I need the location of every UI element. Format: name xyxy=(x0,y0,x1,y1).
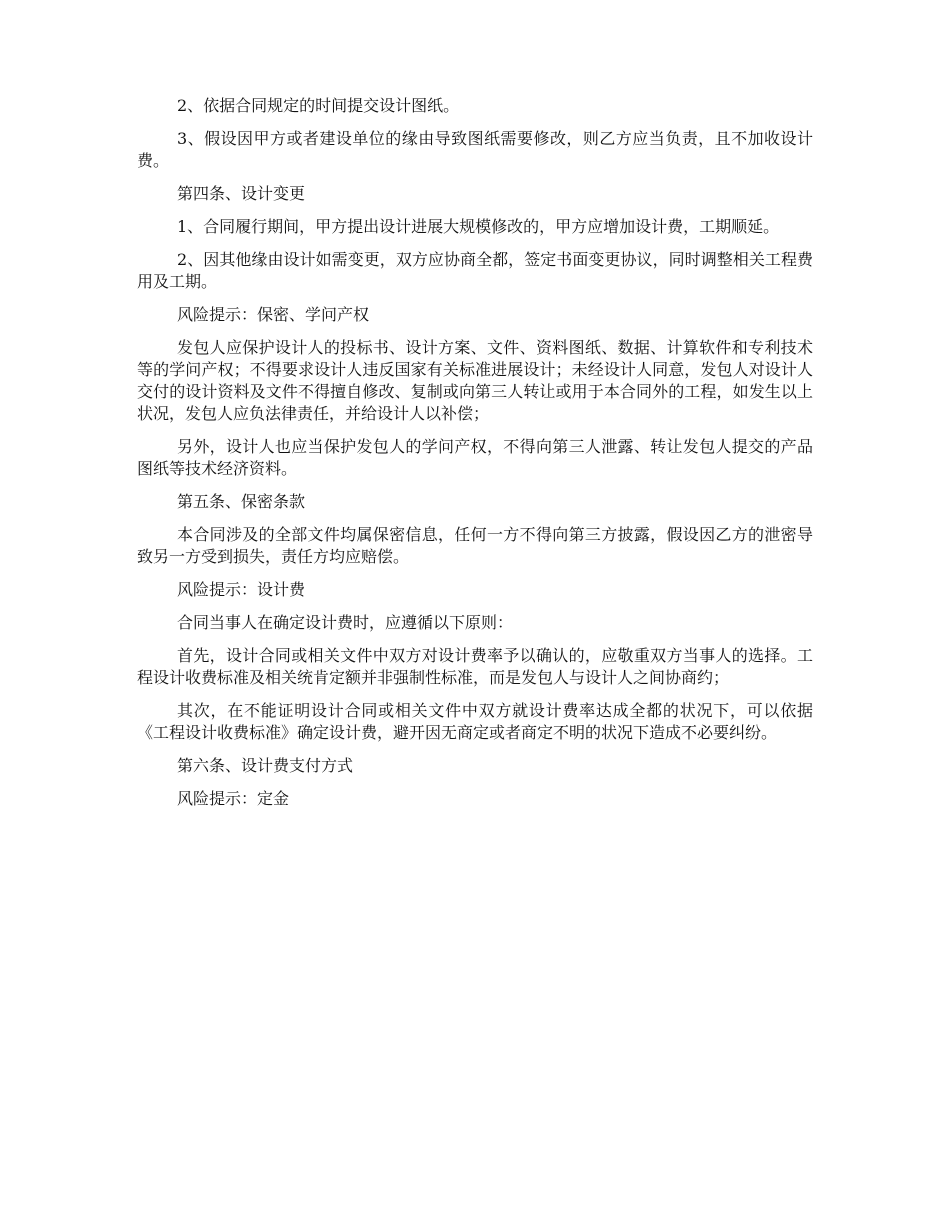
paragraph: 2、因其他缘由设计如需变更，双方应协商全都，签定书面变更协议，同时调整相关工程费用及工期。 xyxy=(137,250,813,291)
paragraph: 合同当事人在确定设计费时，应遵循以下原则： xyxy=(177,613,514,632)
paragraph: 发包人应保护设计人的投标书、设计方案、文件、资料图纸、数据、计算软件和专利技术等的学问产权；不得要求设计人违反国家有关标准进展设计；未经设计人同意，发包人对设计人交付的设计资料及文件不得擅自修改、复制或向第三人转让或用于本合同外的工程，如发生以上状况，发包人应负法律责任，并给设计人以补偿； xyxy=(137,338,813,423)
paragraph: 2、依据合同规定的时间提交设计图纸。 xyxy=(177,96,460,115)
paragraph: 3、假设因甲方或者建设单位的缘由导致图纸需要修改，则乙方应当负责，且不加收设计费。 xyxy=(137,129,813,170)
paragraph: 其次，在不能证明设计合同或相关文件中双方就设计费率达成全都的状况下，可以依据《工程设计收费标准》确定设计费，避开因无商定或者商定不明的状况下造成不必要纠纷。 xyxy=(137,701,813,742)
paragraph: 本合同涉及的全部文件均属保密信息，任何一方不得向第三方披露，假设因乙方的泄密导致另一方受到损失，责任方均应赔偿。 xyxy=(137,525,813,566)
paragraph: 1、合同履行期间，甲方提出设计进展大规模修改的，甲方应增加设计费，工期顺延。 xyxy=(177,217,780,236)
risk-note-heading: 风险提示：保密、学问产权 xyxy=(177,305,370,324)
risk-note-heading: 风险提示：定金 xyxy=(177,789,290,808)
section-heading: 第五条、保密条款 xyxy=(177,492,306,511)
document-page xyxy=(137,95,813,821)
paragraph: 另外，设计人也应当保护发包人的学问产权，不得向第三人泄露、转让发包人提交的产品图纸等技术经济资料。 xyxy=(137,437,813,478)
section-heading: 第六条、设计费支付方式 xyxy=(177,756,354,775)
paragraph: 首先，设计合同或相关文件中双方对设计费率予以确认的，应敬重双方当事人的选择。工程设计收费标准及相关统肯定额并非强制性标准，而是发包人与设计人之间协商约； xyxy=(137,646,813,687)
section-heading: 第四条、设计变更 xyxy=(177,184,306,203)
risk-note-heading: 风险提示：设计费 xyxy=(177,580,306,599)
